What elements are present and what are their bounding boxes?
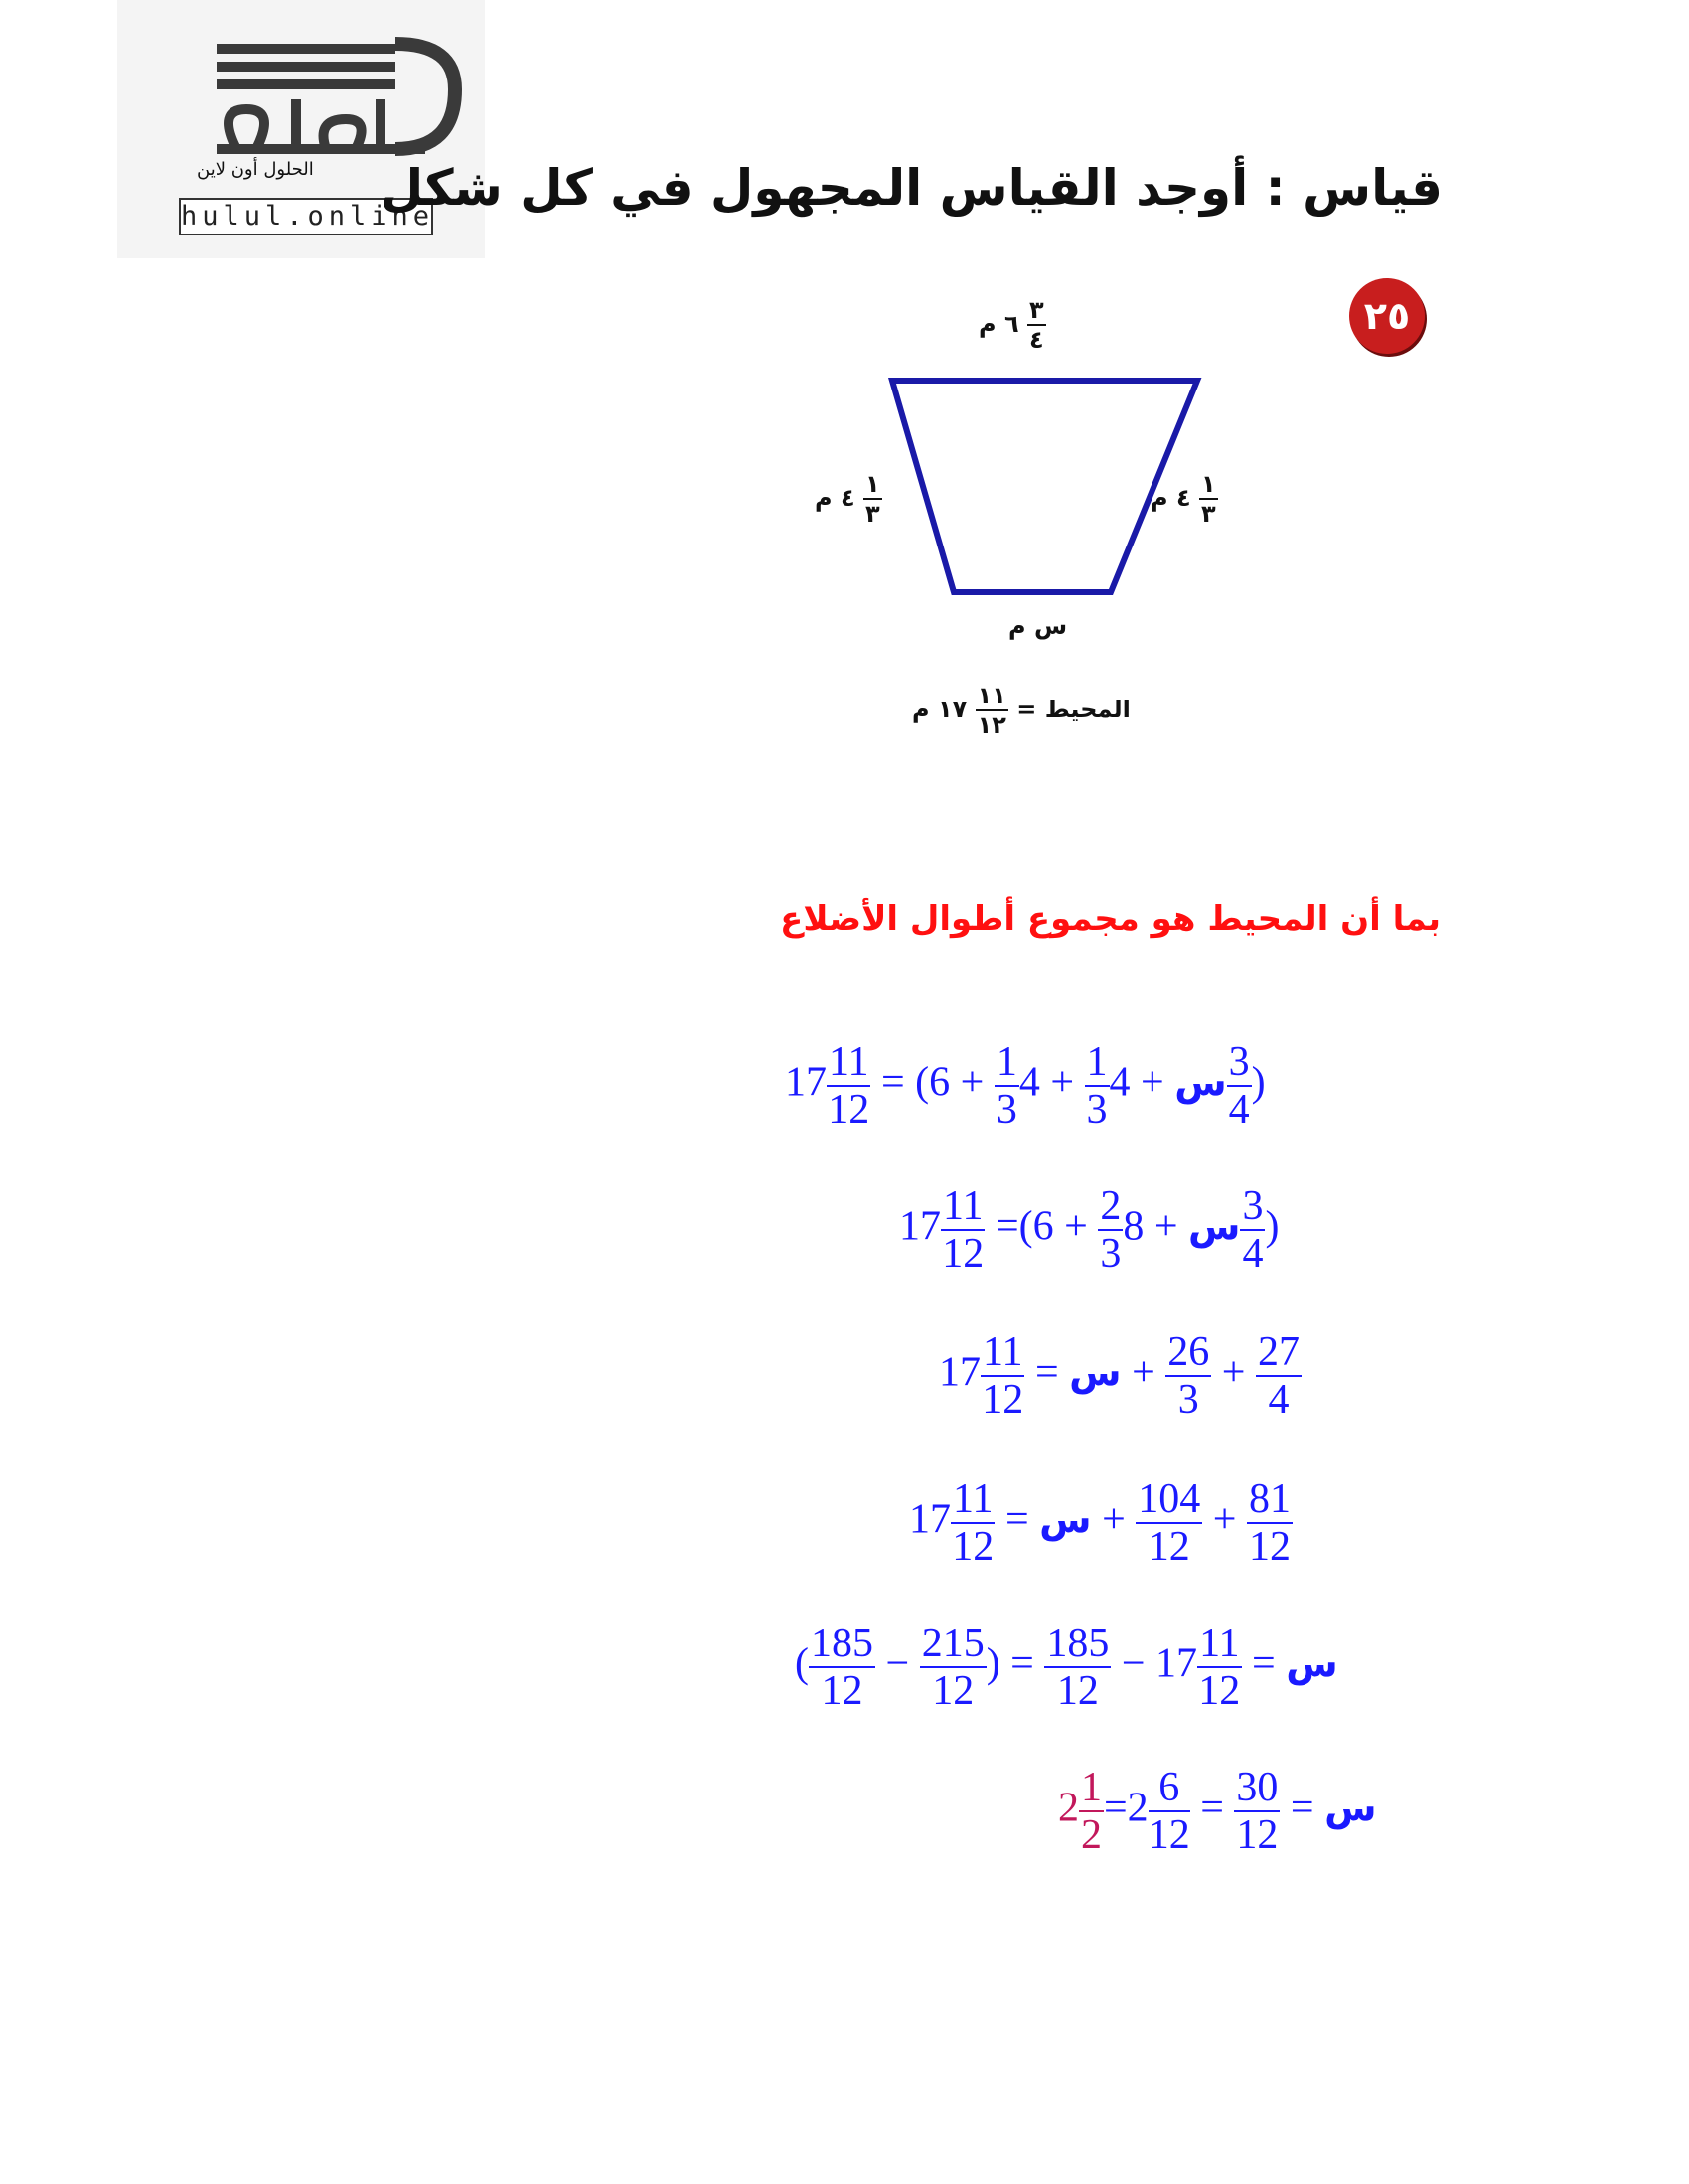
equation-line-2: 17 $\frac{11}{12}$ =( س + 8 $\frac{2}{3}$ + 6 $\frac{3}{4}$ ) (899, 1183, 1280, 1277)
top-side-label: $\frac{٣}{٤}$ ٦ م (979, 296, 1044, 354)
logo-url: hulul.online (179, 198, 433, 235)
perimeter-label: المحيط = $\frac{١١}{١٢}$ ١٧ م (912, 682, 1131, 739)
page-title: قياس : أوجد القياس المجهول في كل شكل (380, 159, 1443, 217)
problem-number-badge: ٢٥ (1349, 278, 1425, 354)
logo-tagline: الحلول أون لاين (197, 159, 314, 180)
equation-line-4: 17 $\frac{11}{12}$ = س + $\frac{104}{12}$ + $\frac{81}{12}$ (909, 1477, 1291, 1570)
trapezoid-figure (0, 0, 1689, 795)
equation-line-5: ( $\frac{185}{12}$ − $\frac{215}{12}$ ) = $\frac{185}{12}$ − 17 $\frac{11}{12}$ = س (795, 1621, 1338, 1714)
bottom-side-label: س م (1008, 612, 1068, 640)
left-side-label: $\frac{١}{٣}$ ٤ م (815, 470, 880, 528)
equation-line-3: 17 $\frac{11}{12}$ = س + $\frac{26}{3}$ + $\frac{27}{4}$ (939, 1329, 1300, 1423)
right-side-label: $\frac{١}{٣}$ ٤ م (1151, 470, 1216, 528)
equation-line-1: 17 $\frac{11}{12}$ = ( س + 4 $\frac{1}{3}$ + 4 $\frac{1}{3}$ + 6 $\frac{3}{4}$ ) (785, 1039, 1266, 1133)
equation-line-6: 2 $\frac{1}{2}$ =2 $\frac{6}{12}$ = $\frac{30}{12}$ = س (1058, 1765, 1377, 1858)
solution-intro: بما أن المحيط هو مجموع أطوال الأضلاع (780, 899, 1441, 939)
